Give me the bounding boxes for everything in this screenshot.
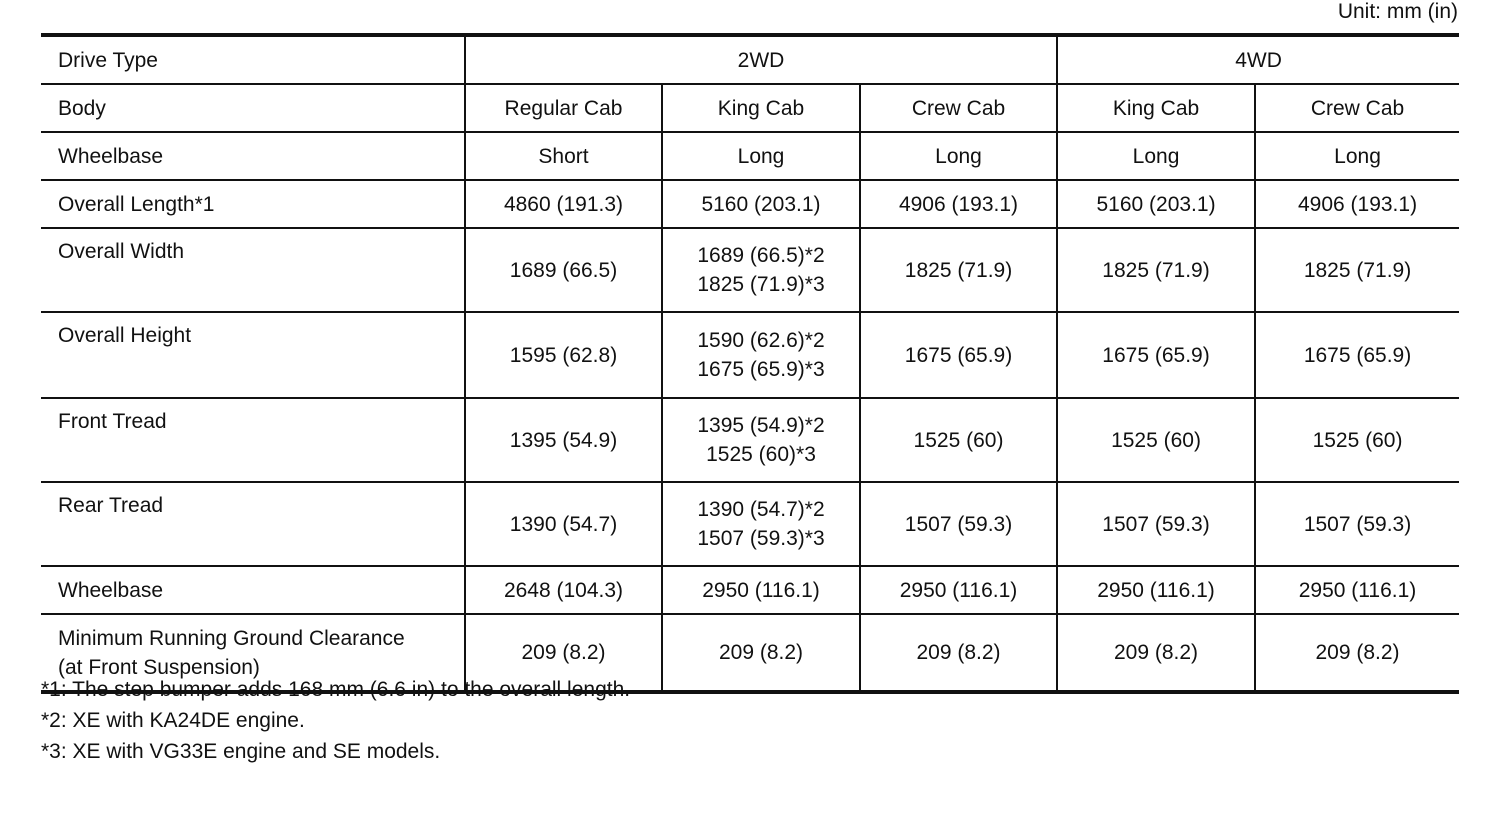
rear-tread-value-ka24de: 1390 (54.7)*2 bbox=[697, 498, 825, 521]
ground-clearance-cell: 209 (8.2) bbox=[465, 614, 662, 692]
drive-2wd-header: 2WD bbox=[465, 35, 1057, 84]
front-tread-value-ka24de: 1395 (54.9)*2 bbox=[697, 414, 825, 437]
overall-width-cell: 1825 (71.9) bbox=[1255, 228, 1459, 312]
table-row-drive-type bbox=[41, 35, 1459, 84]
table-row-rear-tread bbox=[41, 482, 1459, 566]
overall-length-cell: 4906 (193.1) bbox=[1255, 180, 1459, 228]
overall-height-value-ka24de: 1590 (62.6)*2 bbox=[697, 329, 825, 352]
dimensions-table bbox=[41, 33, 1459, 694]
rear-tread-cell: 1507 (59.3) bbox=[1255, 482, 1459, 566]
body-cell: King Cab bbox=[1057, 84, 1255, 132]
unit-label: Unit: mm (in) bbox=[1337, 0, 1458, 23]
overall-width-value-vg33e: 1825 (71.9)*3 bbox=[697, 273, 825, 296]
wheelbase-cell: 2950 (116.1) bbox=[860, 566, 1057, 614]
rear-tread-cell: 1507 (59.3) bbox=[1057, 482, 1255, 566]
body-cell: Crew Cab bbox=[1255, 84, 1459, 132]
overall-height-label: Overall Height bbox=[41, 312, 465, 398]
front-tread-cell: 1525 (60) bbox=[1057, 398, 1255, 482]
wheelbase-type-cell: Long bbox=[1057, 132, 1255, 180]
overall-width-value-ka24de: 1689 (66.5)*2 bbox=[697, 244, 825, 267]
overall-length-label: Overall Length*1 bbox=[41, 180, 465, 228]
front-tread-cell: 1525 (60) bbox=[1255, 398, 1459, 482]
table-row-wheelbase-type bbox=[41, 132, 1459, 180]
table-row-wheelbase bbox=[41, 566, 1459, 614]
wheelbase-cell: 2950 (116.1) bbox=[1255, 566, 1459, 614]
table-row-overall-height bbox=[41, 312, 1459, 398]
overall-length-cell: 4906 (193.1) bbox=[860, 180, 1057, 228]
footnote-1: *1: The step bumper adds 168 mm (6.6 in) to the overall length. bbox=[41, 678, 631, 701]
table-row-front-tread bbox=[41, 398, 1459, 482]
wheelbase-type-cell: Long bbox=[1255, 132, 1459, 180]
wheelbase-cell: 2648 (104.3) bbox=[465, 566, 662, 614]
body-cell: Regular Cab bbox=[465, 84, 662, 132]
wheelbase-type-cell: Short bbox=[465, 132, 662, 180]
overall-width-cell: 1825 (71.9) bbox=[1057, 228, 1255, 312]
overall-width-cell: 1825 (71.9) bbox=[860, 228, 1057, 312]
wheelbase-type-cell: Long bbox=[860, 132, 1057, 180]
front-tread-label: Front Tread bbox=[41, 398, 465, 482]
front-tread-cell bbox=[662, 398, 860, 482]
overall-length-cell: 4860 (191.3) bbox=[465, 180, 662, 228]
ground-clearance-cell: 209 (8.2) bbox=[1255, 614, 1459, 692]
overall-height-cell: 1675 (65.9) bbox=[1255, 312, 1459, 398]
ground-clearance-cell: 209 (8.2) bbox=[860, 614, 1057, 692]
wheelbase-type-label: Wheelbase bbox=[41, 132, 465, 180]
wheelbase-type-cell: Long bbox=[662, 132, 860, 180]
overall-width-cell: 1689 (66.5) bbox=[465, 228, 662, 312]
overall-height-value-vg33e: 1675 (65.9)*3 bbox=[697, 358, 825, 381]
overall-length-cell: 5160 (203.1) bbox=[662, 180, 860, 228]
overall-height-cell: 1675 (65.9) bbox=[1057, 312, 1255, 398]
rear-tread-label: Rear Tread bbox=[41, 482, 465, 566]
overall-height-cell: 1595 (62.8) bbox=[465, 312, 662, 398]
rear-tread-cell: 1390 (54.7) bbox=[465, 482, 662, 566]
table-row-overall-width bbox=[41, 228, 1459, 312]
rear-tread-value-vg33e: 1507 (59.3)*3 bbox=[697, 527, 825, 550]
drive-4wd-header: 4WD bbox=[1057, 35, 1459, 84]
ground-clearance-label-line2: (at Front Suspension) bbox=[58, 655, 260, 679]
front-tread-value-vg33e: 1525 (60)*3 bbox=[706, 443, 816, 466]
footnote-2: *2: XE with KA24DE engine. bbox=[41, 709, 305, 732]
footnotes bbox=[41, 674, 630, 767]
overall-width-cell bbox=[662, 228, 860, 312]
wheelbase-label: Wheelbase bbox=[41, 566, 465, 614]
front-tread-cell: 1395 (54.9) bbox=[465, 398, 662, 482]
overall-height-cell: 1675 (65.9) bbox=[860, 312, 1057, 398]
rear-tread-cell: 1507 (59.3) bbox=[860, 482, 1057, 566]
table-row-overall-length bbox=[41, 180, 1459, 228]
drive-type-label: Drive Type bbox=[58, 48, 158, 72]
ground-clearance-cell: 209 (8.2) bbox=[662, 614, 860, 692]
footnote-3: *3: XE with VG33E engine and SE models. bbox=[41, 740, 441, 763]
ground-clearance-label-line1: Minimum Running Ground Clearance bbox=[58, 626, 405, 650]
overall-height-cell bbox=[662, 312, 860, 398]
wheelbase-cell: 2950 (116.1) bbox=[1057, 566, 1255, 614]
table-row-body bbox=[41, 84, 1459, 132]
body-label: Body bbox=[41, 84, 465, 132]
overall-width-label: Overall Width bbox=[41, 228, 465, 312]
body-cell: Crew Cab bbox=[860, 84, 1057, 132]
rear-tread-cell bbox=[662, 482, 860, 566]
front-tread-cell: 1525 (60) bbox=[860, 398, 1057, 482]
overall-length-cell: 5160 (203.1) bbox=[1057, 180, 1255, 228]
wheelbase-cell: 2950 (116.1) bbox=[662, 566, 860, 614]
body-cell: King Cab bbox=[662, 84, 860, 132]
ground-clearance-cell: 209 (8.2) bbox=[1057, 614, 1255, 692]
